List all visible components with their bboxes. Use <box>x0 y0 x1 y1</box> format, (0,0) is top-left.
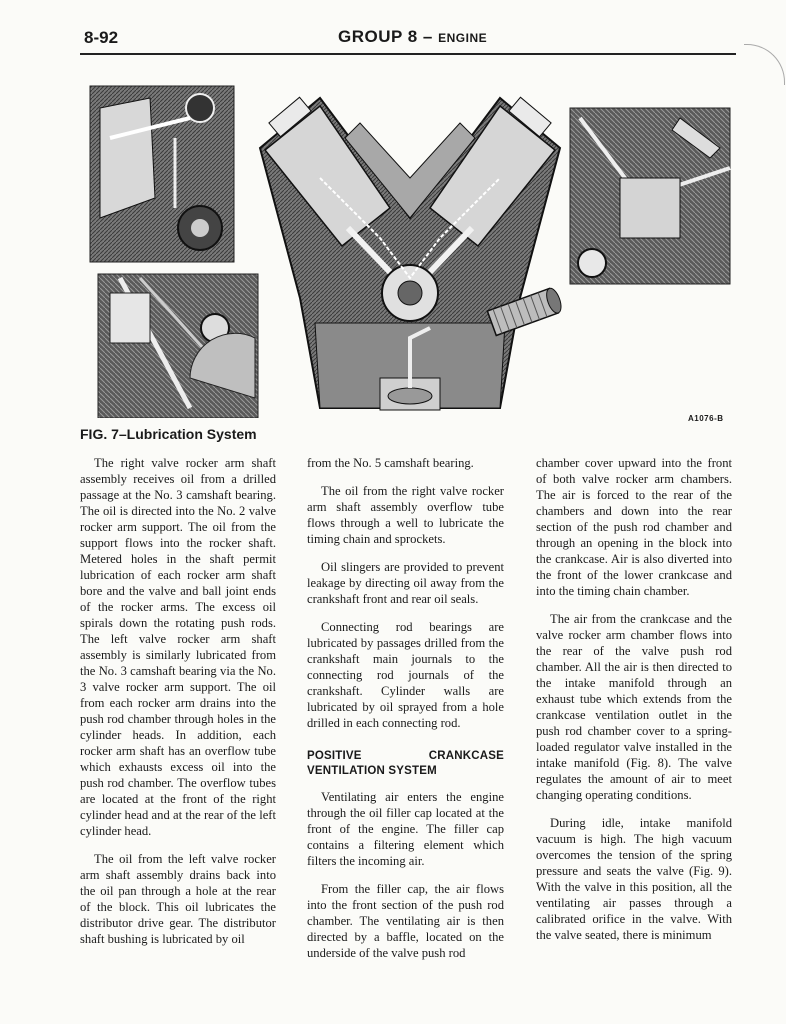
header-rule <box>80 53 736 55</box>
inset-timing-chain-view <box>90 86 234 262</box>
paragraph: Connecting rod bearings are lubricated by passages drilled from the crankshaft main journals to the connecting rod journals of the crankshaft. Cylinder walls are lubricated by oil sprayed from a hole drilled in each connecting rod. <box>307 620 504 730</box>
paragraph: The oil from the right valve rocker arm shaft assembly overflow tube flows through a well to lubricate the timing chain and sprockets. <box>307 484 504 546</box>
lubrication-system-illustration <box>80 78 740 418</box>
group-title <box>338 27 487 47</box>
group-title-text: GROUP 8 – <box>338 27 439 46</box>
paragraph: Ventilating air enters the engine through the oil filler cap located at the front of the engine. The filler cap contains a filtering element which filters the incoming air. <box>307 790 504 868</box>
paragraph: from the No. 5 camshaft bearing. <box>307 456 474 470</box>
inset-crankshaft-view <box>98 274 258 418</box>
figure-id: A1076-B <box>688 414 724 423</box>
paragraph: chamber cover upward into the front of both valve rocker arm chambers. The air is forced to the rear of the chambers and down into the rear section of the push rod chamber and through an opening in the block into the crankcase. Air is also diverted into the front of the lower crankcase and into the timing chain chamber. <box>536 456 732 598</box>
text-column-3 <box>536 455 732 955</box>
paragraph: The air from the crankcase and the valve rocker arm chamber flows into the rear of the valve push rod chamber. All the air is then directed to the intake manifold through an exhaust tube which extends from the crankcase ventilation outlet in the push rod chamber cover to a spring-loaded regulator valve installed in the intake manifold (Fig. 8). The valve regulates the amount of air to meet changing operating conditions. <box>536 612 732 802</box>
text-column-1 <box>80 455 276 959</box>
paragraph: The right valve rocker arm shaft assembly receives oil from a drilled passage at the No. 3 camshaft bearing. The oil is directed into the No. 2 valve rocker arm support. The oil from the support flows into the rocker shaft. Metered holes in the shaft permit lubrication of each rocker arm shaft bore and the valve and ball joint ends of the rocker arms. The excess oil spirals down the rotating push rods. The left valve rocker arm shaft assembly is similarly lubricated from the No. 3 camshaft bearing via the No. 3 valve rocker arm support. The oil from each rocker arm drains into the push rod chamber through holes in the cylinder heads. In addition, each rocker arm shaft has an overflow tube which exhausts excess oil into the push rod chamber. The overflow tubes are located at the front of the right cylinder head and at the rear of the left cylinder head. <box>80 456 276 838</box>
engine-cross-section <box>260 97 564 410</box>
page-number: 8-92 <box>84 28 119 47</box>
inset-rocker-arm-view <box>570 108 730 284</box>
paragraph: From the filler cap, the air flows into the front section of the push rod chamber. The ventilating air is then directed by a baffle, located on the underside of the valve push rod <box>307 882 504 960</box>
group-subtitle: ENGINE <box>438 31 488 45</box>
paragraph: During idle, intake manifold vacuum is high. The high vacuum overcomes the tension of the spring pressure and seats the valve (Fig. 9). With the valve in this position, all the ventilating air passes through a calibrated orifice in the valve. With the valve seated, there is minimum <box>536 816 732 942</box>
text-column-2 <box>307 455 504 973</box>
paragraph: Oil slingers are provided to prevent leakage by directing oil away from the crankshaft front and rear oil seals. <box>307 560 504 606</box>
page-corner-mark <box>744 44 785 85</box>
figure-caption: FIG. 7–Lubrication System <box>80 426 257 442</box>
section-heading: POSITIVE CRANKCASE VENTILATION SYSTEM <box>307 750 504 777</box>
paragraph: The oil from the left valve rocker arm shaft assembly drains back into the oil pan through a hole at the rear of the block. This oil lubricates the distributor drive gear. The distributor shaft bushing is lubricated by oil <box>80 852 276 946</box>
